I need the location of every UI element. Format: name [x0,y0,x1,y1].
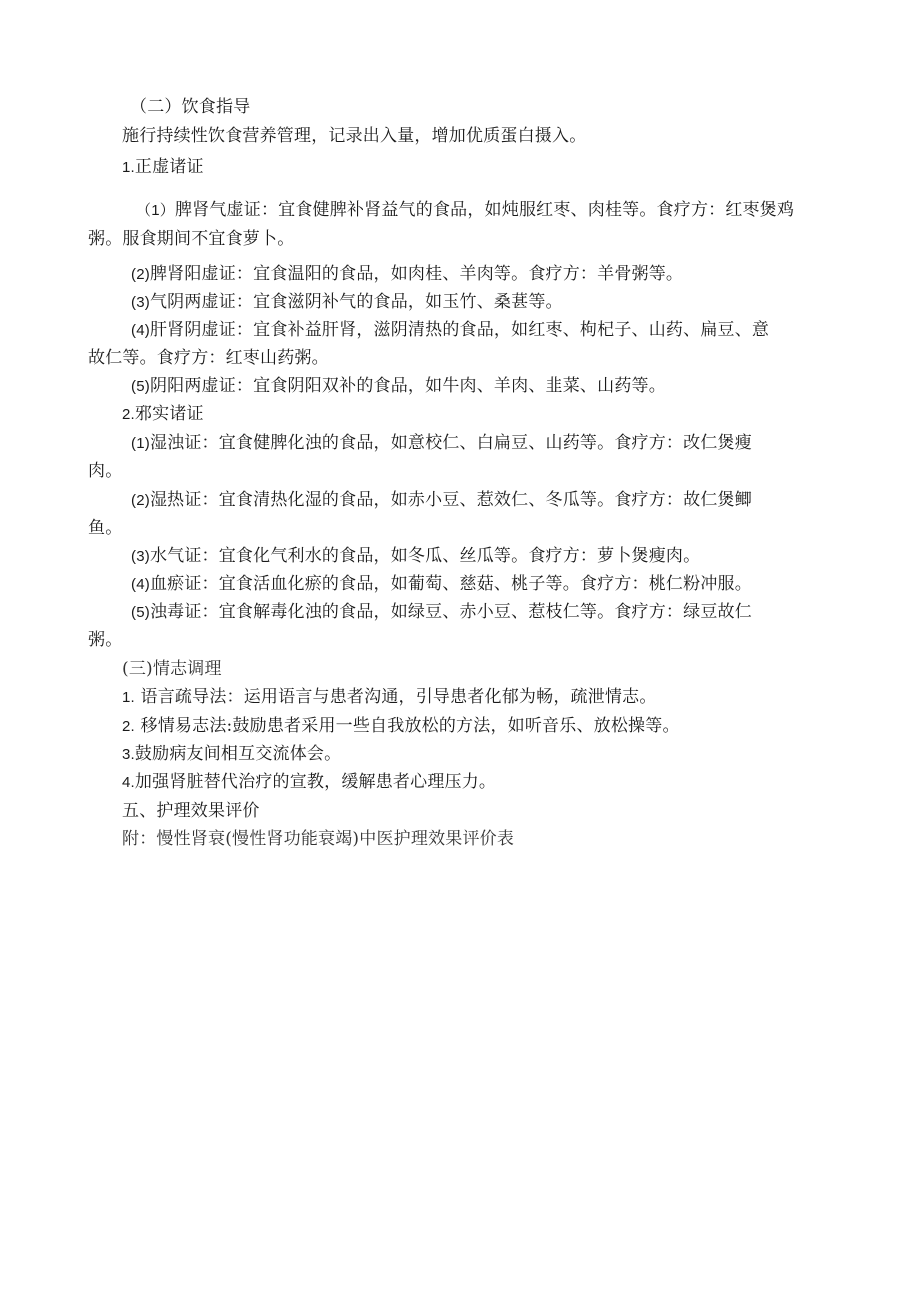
excess-heading-number: 2. [122,406,135,423]
emotion-item-2-text: 移情易志法:鼓励患者采用一些自我放松的方法，如听音乐、放松操等。 [140,716,680,736]
excess-item-2-number: (2) [131,492,150,509]
excess-item-2-text: 湿热证：宜食清热化湿的食品，如赤小豆、惹效仁、冬瓜等。食疗方：故仁煲鲫 [149,490,752,510]
deficiency-item-3-number: (3) [131,294,150,311]
emotion-item-3-text: 鼓励病友间相互交流体会。 [134,744,342,764]
excess-item-3 [131,546,700,567]
deficiency-item-1-text: 脾肾气虚证：宜食健脾补肾益气的食品，如炖服红枣、肉桂等。食疗方：红枣煲鸡 [174,200,795,220]
excess-item-5-text: 浊毒证：宜食解毒化浊的食品，如绿豆、赤小豆、惹枝仁等。食疗方：绿豆故仁 [149,602,752,622]
excess-item-3-number: (3) [131,548,150,565]
excess-item-3-text: 水气证：宜食化气利水的食品，如冬瓜、丝瓜等。食疗方：萝卜煲瘦肉。 [149,546,701,566]
excess-item-4 [131,574,752,595]
deficiency-heading-text: 正虚诸证 [134,157,204,177]
excess-item-5-continuation: 粥。 [88,630,123,650]
excess-item-4-number: (4) [131,576,150,593]
deficiency-item-4-text: 肝肾阴虚证：宜食补益肝肾，滋阴清热的食品，如红枣、枸杞子、山药、扁豆、意 [149,320,770,340]
excess-heading-text: 邪实诸证 [134,404,204,424]
deficiency-item-5-number: (5) [131,378,150,395]
deficiency-item-1-continuation: 粥。服食期间不宜食萝卜。 [88,229,295,249]
excess-item-1-number: (1) [131,435,150,452]
excess-heading [122,404,204,425]
emotion-item-3-number: 3. [122,746,135,763]
excess-item-1-continuation: 肉。 [88,461,123,481]
evaluation-appendix: 附：慢性肾衰(慢性肾功能衰竭)中医护理效果评价表 [122,829,515,849]
emotion-heading: (三)情志调理 [122,659,222,679]
deficiency-item-1 [136,200,794,221]
emotion-item-1 [122,687,657,708]
deficiency-item-1-number: （1） [136,202,175,219]
emotion-item-3 [122,744,341,765]
deficiency-item-4-continuation: 故仁等。食疗方：红枣山药粥。 [88,348,329,368]
emotion-item-4 [122,772,496,793]
excess-item-5-number: (5) [131,604,150,621]
excess-item-1 [131,433,752,454]
excess-item-4-text: 血瘀证：宜食活血化瘀的食品，如葡萄、慈菇、桃子等。食疗方：桃仁粉冲服。 [149,574,752,594]
diet-heading: （二）饮食指导 [130,97,251,117]
deficiency-heading [122,157,204,178]
excess-item-1-text: 湿浊证：宜食健脾化浊的食品，如意校仁、白扁豆、山药等。食疗方：改仁煲瘦 [149,433,752,453]
emotion-item-2-number: 2. [122,718,135,735]
emotion-item-4-number: 4. [122,774,135,791]
deficiency-item-2-number: (2) [131,266,150,283]
excess-item-5 [131,602,752,623]
deficiency-item-5-text: 阴阳两虚证：宜食阴阳双补的食品，如牛肉、羊肉、韭菜、山药等。 [149,376,666,396]
deficiency-item-5 [131,376,666,397]
emotion-item-1-text: 语言疏导法：运用语言与患者沟通，引导患者化郁为畅，疏泄情志。 [140,687,657,707]
deficiency-item-2-text: 脾肾阳虚证：宜食温阳的食品，如肉桂、羊肉等。食疗方：羊骨粥等。 [149,264,684,284]
excess-item-2-continuation: 鱼。 [88,518,123,538]
emotion-item-1-number: 1. [122,689,135,706]
deficiency-heading-number: 1. [122,159,135,176]
deficiency-item-3 [131,292,563,313]
deficiency-item-3-text: 气阴两虚证：宜食滋阴补气的食品，如玉竹、桑葚等。 [149,292,563,312]
diet-intro: 施行持续性饮食营养管理，记录出入量，增加优质蛋白摄入。 [122,126,587,146]
emotion-item-2 [122,716,680,737]
deficiency-item-2 [131,264,683,285]
deficiency-item-4-number: (4) [131,322,150,339]
deficiency-item-4 [131,320,769,341]
evaluation-heading: 五、护理效果评价 [122,801,260,821]
emotion-item-4-text: 加强肾脏替代治疗的宣教，缓解患者心理压力。 [134,772,497,792]
excess-item-2 [131,490,752,511]
